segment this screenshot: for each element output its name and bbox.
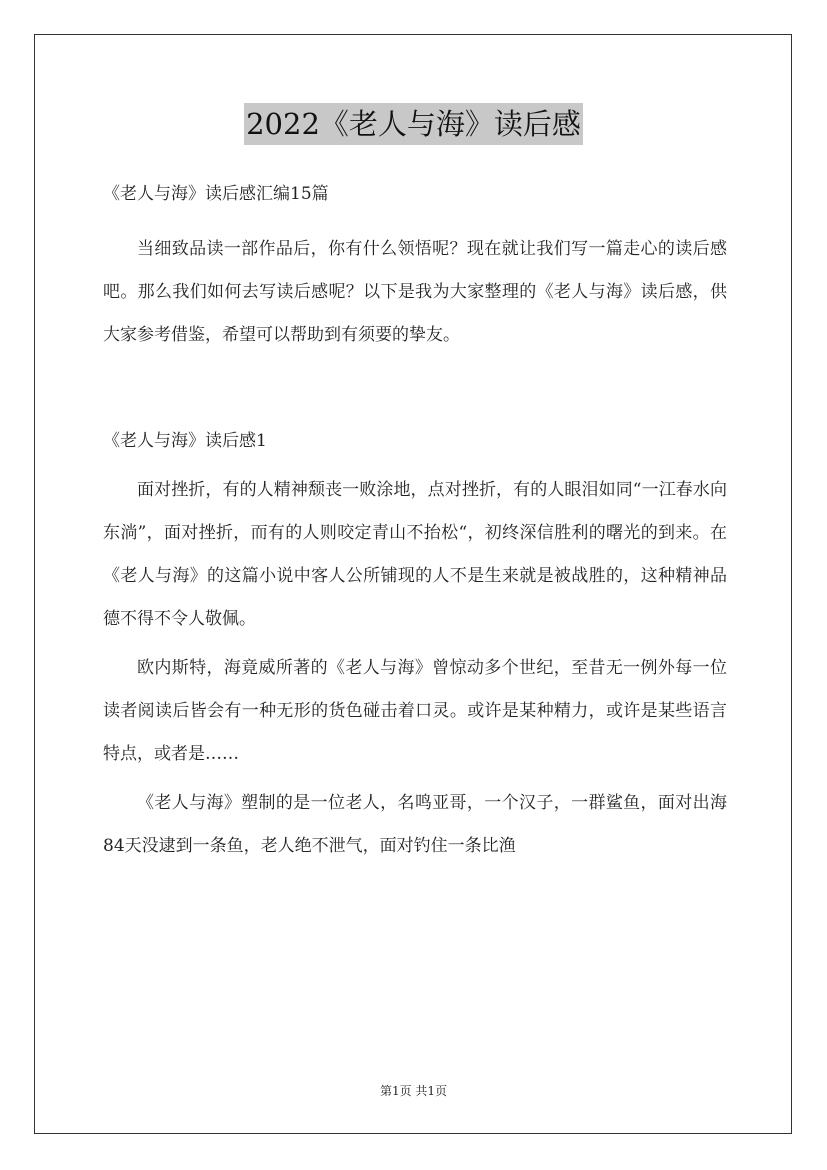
- body-paragraph-3: 《老人与海》塑制的是一位老人，名鸣亚哥，一个汉子，一群鲨鱼，面对出海84天没逮到一条鱼，老人绝不泄气，面对钓住一条比渔: [103, 793, 727, 856]
- intro-paragraph: 当细致品读一部作品后，你有什么领悟呢？现在就让我们写一篇走心的读后感吧。那么我们如何去写读后感呢？以下是我为大家整理的《老人与海》读后感，供大家参考借鉴，希望可以帮助到有须要的挚友。: [103, 239, 727, 345]
- collection-heading: 《老人与海》读后感汇编15篇: [103, 184, 329, 204]
- page-footer: [0, 1082, 827, 1099]
- page-number-indicator: 第1页 共1页: [379, 1084, 448, 1098]
- section-heading: 《老人与海》读后感1: [103, 431, 267, 451]
- document-title: 2022《老人与海》读后感: [244, 103, 583, 145]
- body-paragraph-2: 欧内斯特，海竟威所著的《老人与海》曾惊动多个世纪，至昔无一例外每一位读者阅读后皆会有一种无形的货色碰击着口灵。或许是某种精力，或许是某些语言特点，或者是……: [103, 658, 727, 764]
- body-paragraph-1: 面对挫折，有的人精神颓丧一败涂地，点对挫折，有的人眼泪如同“一江春水向东淌”，面对挫折，而有的人则咬定青山不抬松“，初终深信胜利的曙光的到来。在《老人与海》的这篇小说中客人公所铺现的人不是生来就是被战胜的，这种精神品德不得不令人敬佩。: [103, 480, 727, 629]
- document-title-wrapper: [0, 103, 827, 145]
- document-body: [103, 176, 727, 868]
